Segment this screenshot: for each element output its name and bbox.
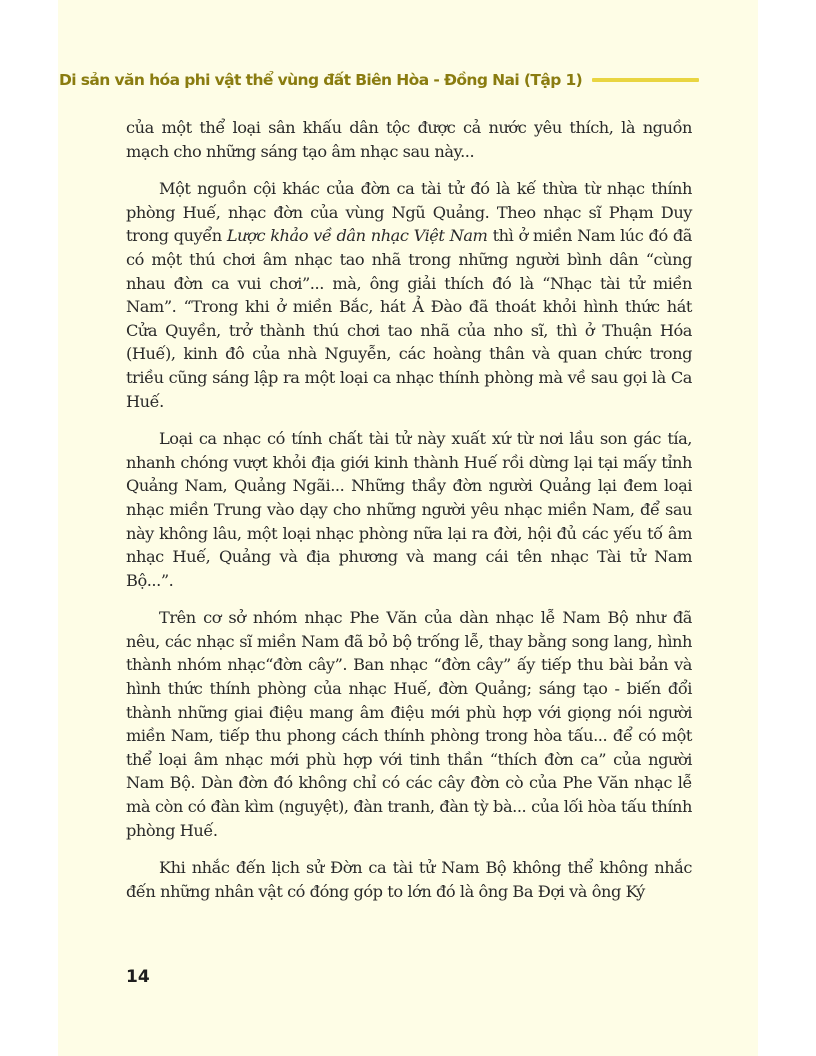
header-rule (592, 78, 699, 82)
running-header-title: Di sản văn hóa phi vật thể vùng đất Biên Hòa - Đồng Nai (Tập 1) (59, 71, 583, 89)
paragraph-2 (126, 177, 692, 413)
paragraph-2-text-end: thì ở miền Nam lúc đó đã có một thú chơi âm nhạc tao nhã trong những người bình dân “cùng nhau đờn ca vui chơi”... mà, ông giải thích đó là “Nhạc tài tử miền Nam”. “Trong khi ở miền Bắc, hát Ả Đào đã thoát khỏi hình thức hát Cửa Quyền, trở thành thú chơi tao nhã của nho sĩ, thì ở Thuận Hóa (Huế), kinh đô của nhà Nguyễn, các hoàng thân và quan chức trong triều cũng sáng lập ra một loại ca nhạc thính phòng mà về sau gọi là Ca Huế. (126, 226, 692, 411)
body-text (126, 116, 692, 917)
running-header (59, 66, 699, 94)
paragraph-2-text-start: Một nguồn cội khác của đờn ca tài tử đó là kế thừa từ nhạc thính phòng Huế, nhạc đờn của vùng Ngũ Quảng. Theo nhạc sĩ Phạm Duy trong quyển (126, 179, 692, 246)
paragraph-5: Khi nhắc đến lịch sử Đờn ca tài tử Nam Bộ không thể không nhắc đến những nhân vật có đóng góp to lớn đó là ông Ba Đợi và ông Ký (126, 858, 692, 901)
book-title: Lược khảo về dân nhạc Việt Nam (226, 226, 488, 246)
paragraph-1: của một thể loại sân khấu dân tộc được cả nước yêu thích, là nguồn mạch cho những sáng tạo âm nhạc sau này... (126, 118, 692, 161)
paragraph-3: Loại ca nhạc có tính chất tài tử này xuất xứ từ nơi lầu son gác tía, nhanh chóng vượt khỏi địa giới kinh thành Huế rồi dừng lại tại mấy tỉnh Quảng Nam, Quảng Ngãi... Những thầy đờn người Quảng lại đem loại nhạc miền Trung vào dạy cho những người yêu nhạc miền Nam, để sau này không lâu, một loại nhạc phòng nữa lại ra đời, hội đủ các yếu tố âm nhạc Huế, Quảng và địa phương và mang cái tên nhạc Tài tử Nam Bộ...”. (126, 429, 692, 590)
page-number: 14 (126, 967, 150, 987)
paragraph-4: Trên cơ sở nhóm nhạc Phe Văn của dàn nhạc lễ Nam Bộ như đã nêu, các nhạc sĩ miền Nam đã bỏ bộ trống lễ, thay bằng song lang, hình thành nhóm nhạc“đờn cây”. Ban nhạc “đờn cây” ấy tiếp thu bài bản và hình thức thính phòng của nhạc Huế, đờn Quảng; sáng tạo - biến đổi thành những giai điệu mang âm điệu mới phù hợp với giọng nói người miền Nam, tiếp thu phong cách thính phòng trong hòa tấu... để có một thể loại âm nhạc mới phù hợp với tinh thần “thích đờn ca” của người Nam Bộ. Dàn đờn đó không chỉ có các cây đờn cò của Phe Văn nhạc lễ mà còn có đàn kìm (nguyệt), đàn tranh, đàn tỳ bà... của lối hòa tấu thính phòng Huế. (126, 608, 692, 840)
